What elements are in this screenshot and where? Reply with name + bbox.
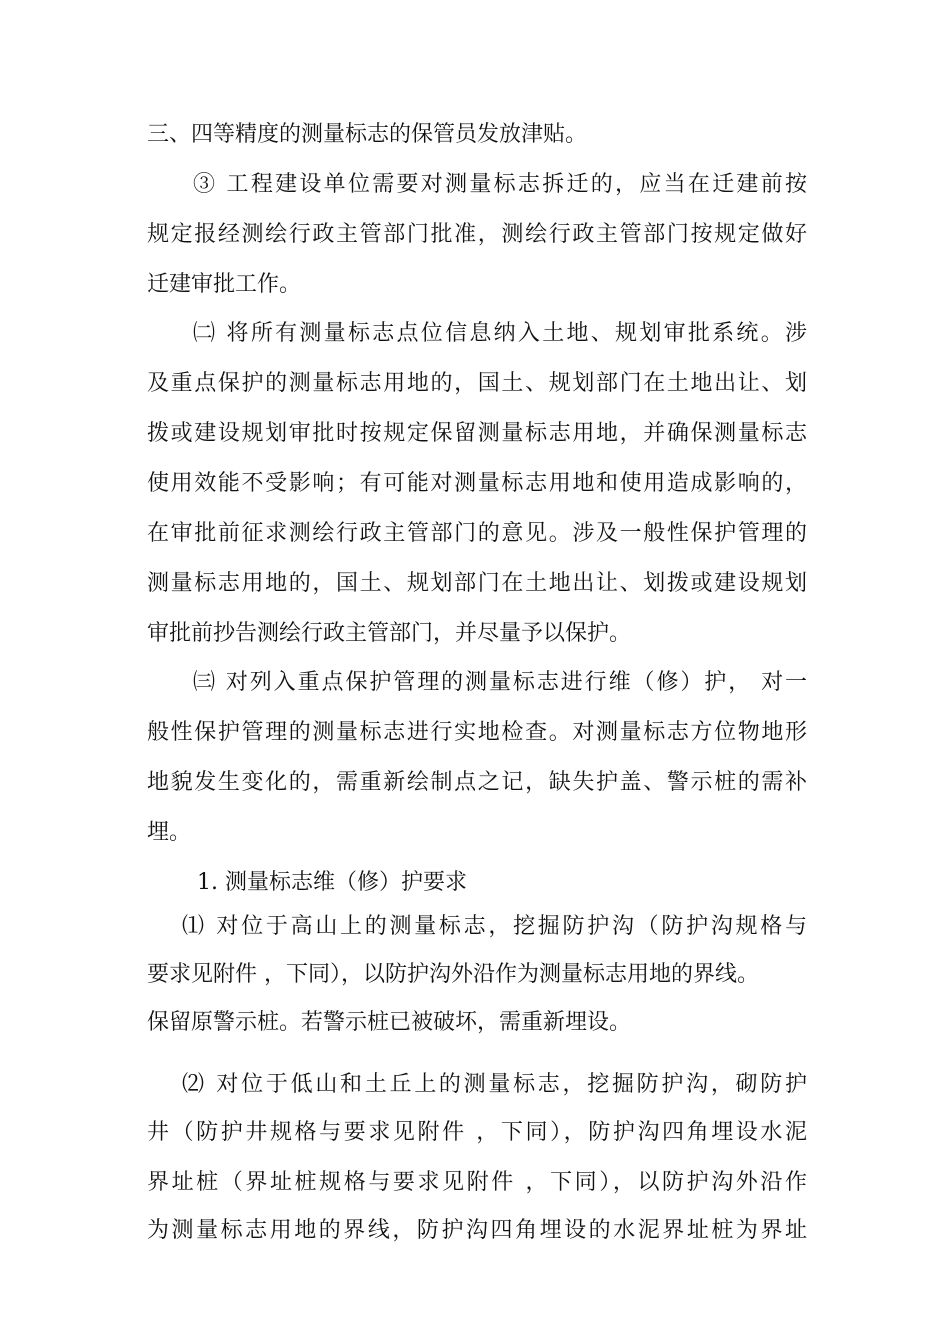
text-line-22: 界址桩（界址桩规格与要求见附件 ，下同），以防护沟外沿作: [147, 1170, 807, 1195]
text-line-11: 审批前抄告测绘行政主管部门，并尽量予以保护。: [147, 621, 632, 646]
text-line-15: 埋。: [147, 820, 192, 845]
text-line-19: 保留原警示桩。若警示桩已被破坏，需重新埋设。: [147, 1010, 632, 1035]
text-line-7: 拨或建设规划审批时按规定保留测量标志用地，并确保测量标志: [147, 421, 807, 446]
text-line-6: 及重点保护的测量标志用地的，国土、规划部门在土地出让、划: [147, 371, 807, 396]
text-line-17: ⑴ 对位于高山上的测量标志，挖掘防护沟（防护沟规格与: [182, 914, 807, 939]
text-line-13: 般性保护管理的测量标志进行实地检查。对测量标志方位物地形: [147, 720, 807, 745]
text-line-9: 在审批前征求测绘行政主管部门的意见。涉及一般性保护管理的: [147, 521, 807, 546]
text-line-21: 井（防护井规格与要求见附件 ，下同），防护沟四角埋设水泥: [147, 1120, 807, 1145]
text-line-18: 要求见附件 ，下同），以防护沟外沿作为测量标志用地的界线。: [147, 962, 759, 987]
text-line-4: 迁建审批工作。: [147, 272, 302, 297]
section-heading: 1. 测量标志维（修）护要求: [197, 870, 467, 895]
text-line-2: ③ 工程建设单位需要对测量标志拆迁的，应当在迁建前按: [193, 172, 807, 197]
text-line-8: 使用效能不受影响；有可能对测量标志用地和使用造成影响的，: [147, 471, 807, 496]
text-line-10: 测量标志用地的，国土、规划部门在土地出让、划拨或建设规划: [147, 571, 807, 596]
text-line-14: 地貌发生变化的，需重新绘制点之记，缺失护盖、警示桩的需补: [147, 770, 807, 795]
text-line-20: ⑵ 对位于低山和土丘上的测量标志，挖掘防护沟，砌防护: [182, 1072, 807, 1097]
text-line-12: ㈢ 对列入重点保护管理的测量标志进行维（修）护， 对一: [193, 670, 807, 695]
text-line-1: 三、四等精度的测量标志的保管员发放津贴。: [147, 122, 588, 147]
text-line-3: 规定报经测绘行政主管部门批准，测绘行政主管部门按规定做好: [147, 222, 807, 247]
text-line-5: ㈡ 将所有测量标志点位信息纳入土地、规划审批系统。涉: [193, 321, 807, 346]
text-line-23: 为测量标志用地的界线，防护沟四角埋设的水泥界址桩为界址: [147, 1218, 807, 1243]
